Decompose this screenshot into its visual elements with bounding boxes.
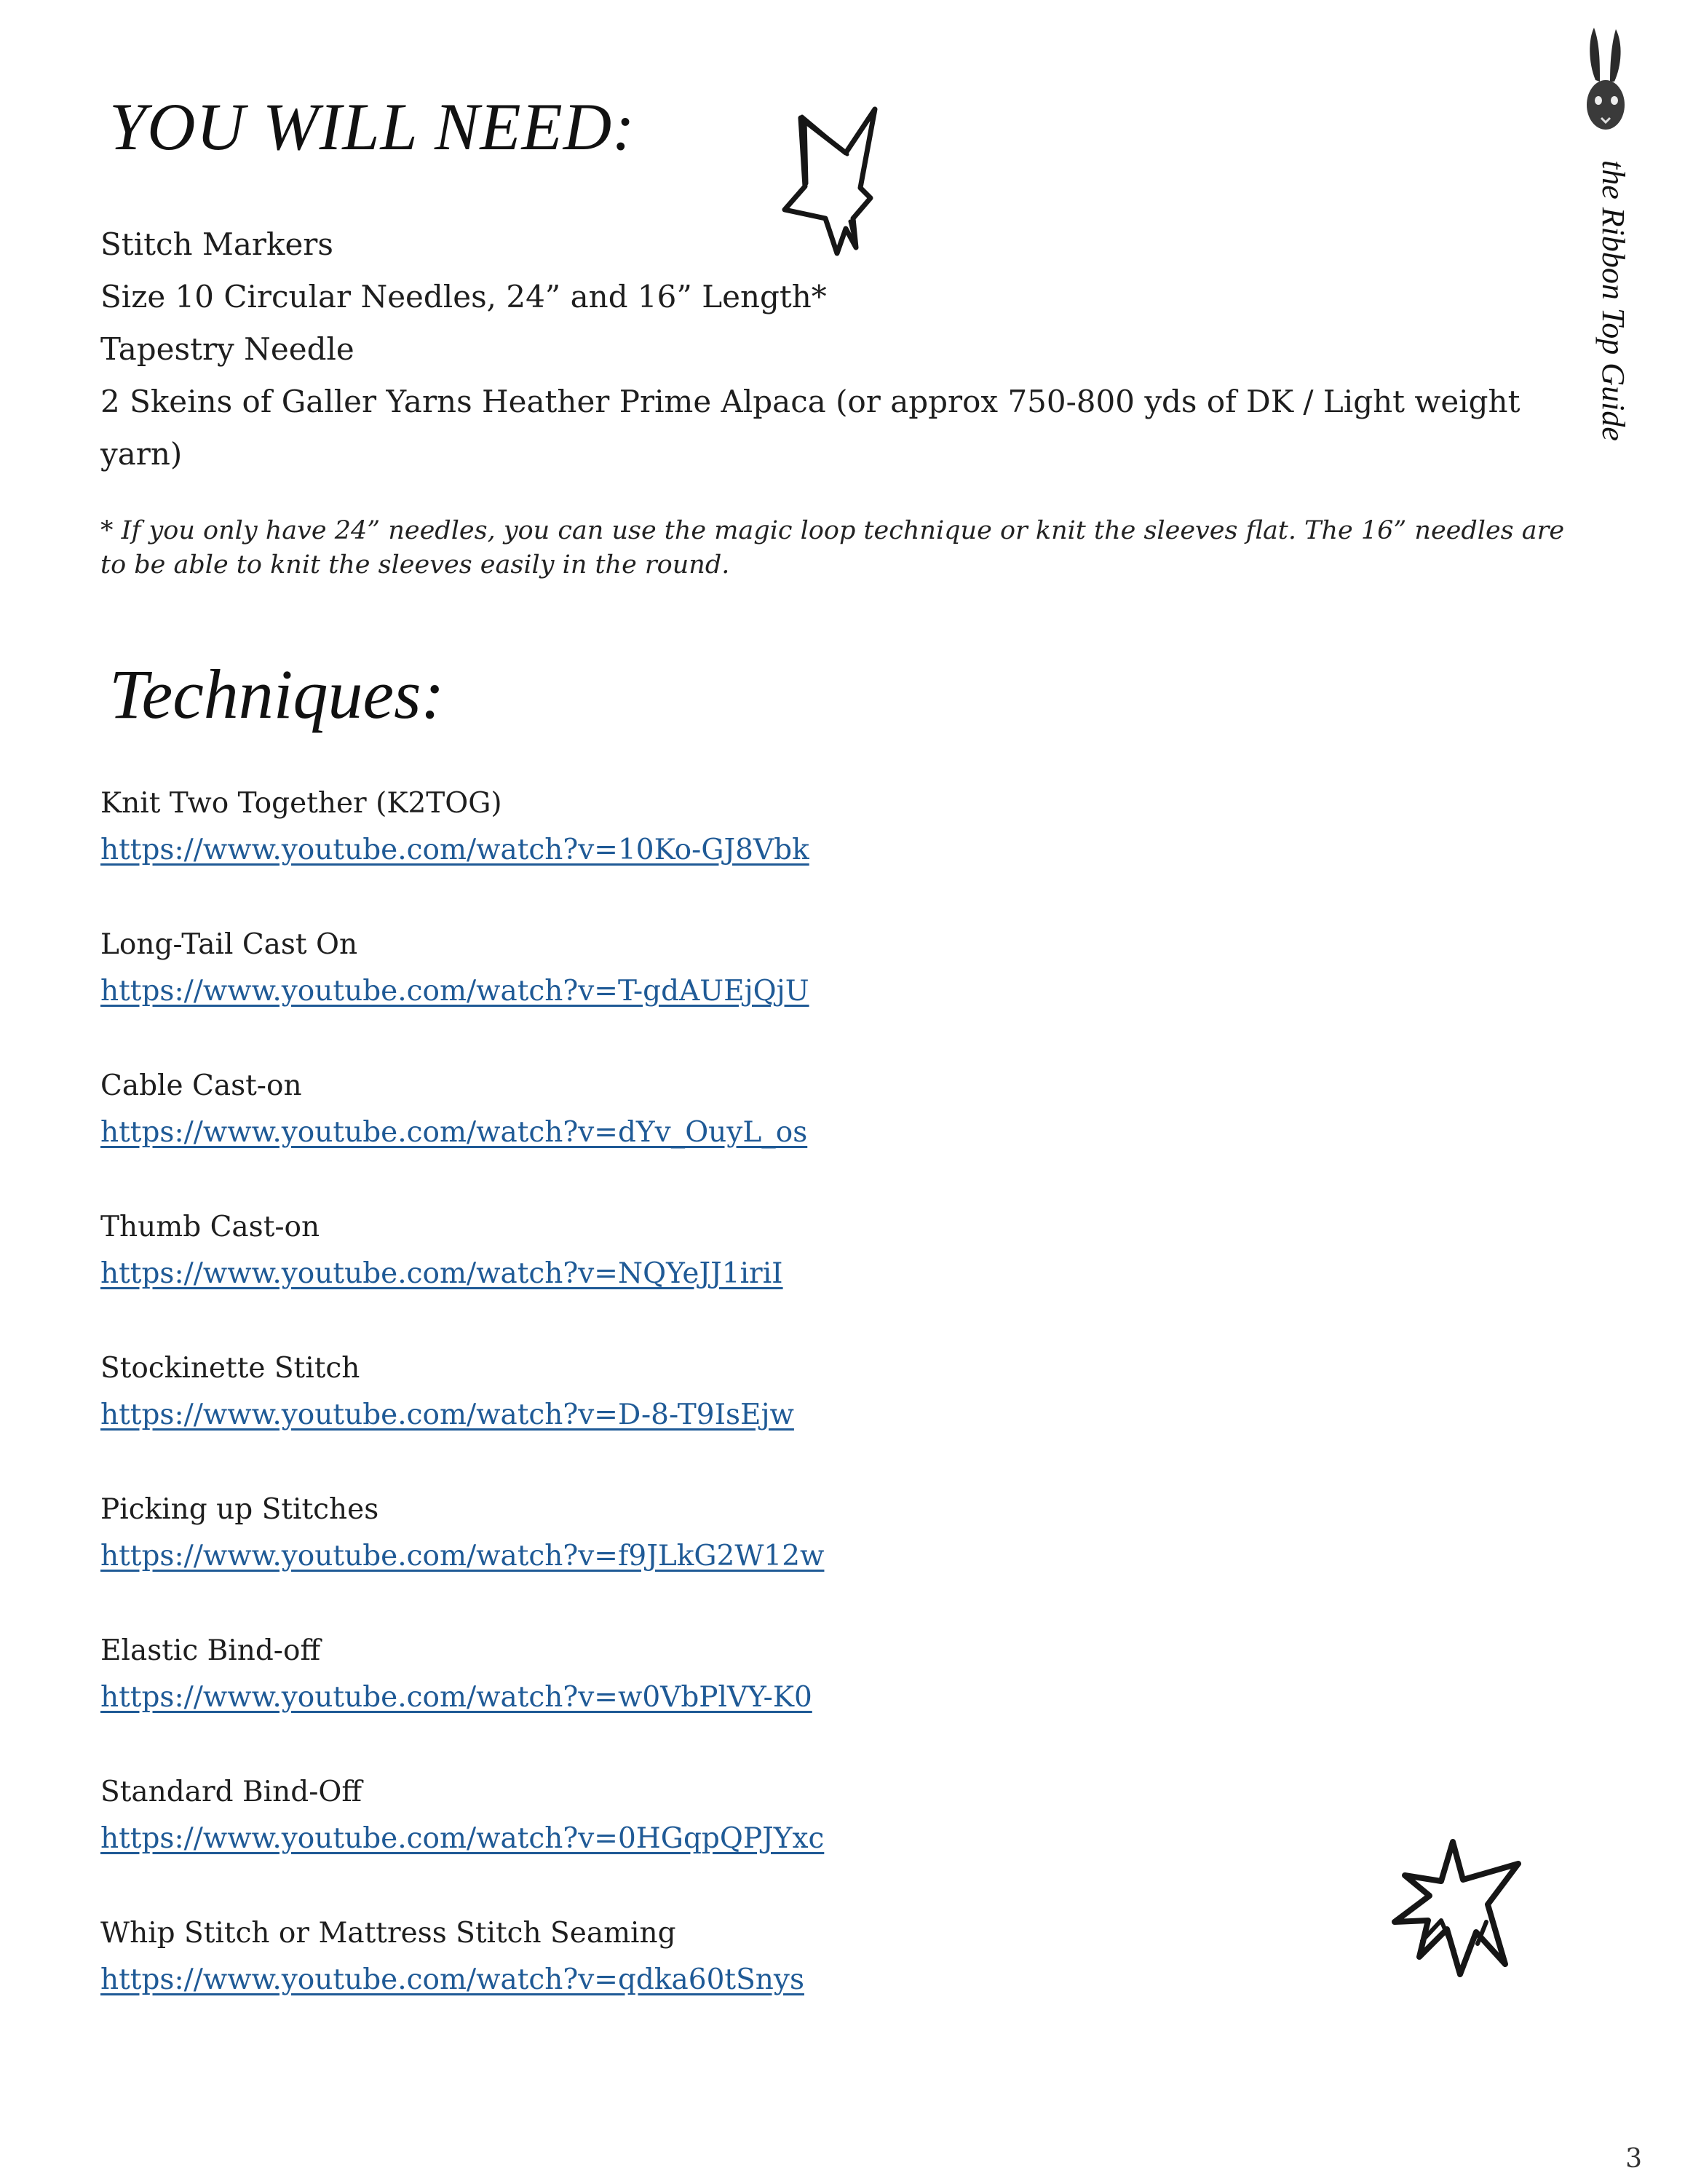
materials-list	[100, 218, 1556, 480]
heading-you-will-need: YOU WILL NEED:	[109, 90, 635, 164]
technique-name: Cable Cast-on	[100, 1069, 302, 1102]
technique-video-link[interactable]: https://www.youtube.com/watch?v=f9JLkG2W12w	[100, 1540, 825, 1572]
technique-video-link[interactable]: https://www.youtube.com/watch?v=w0VbPlVY-K0	[100, 1681, 812, 1714]
side-header	[1562, 0, 1693, 524]
technique-name: Picking up Stitches	[100, 1493, 379, 1526]
technique-video-link[interactable]: https://www.youtube.com/watch?v=qdka60tSnys	[100, 1963, 804, 1996]
heading-techniques: Techniques:	[109, 655, 445, 733]
technique-video-link[interactable]: https://www.youtube.com/watch?v=T-gdAUEjQjU	[100, 975, 809, 1008]
technique-video-link[interactable]: https://www.youtube.com/watch?v=D-8-T9IsEjw	[100, 1398, 794, 1431]
technique-name: Whip Stitch or Mattress Stitch Seaming	[100, 1917, 676, 1950]
technique-video-link[interactable]: https://www.youtube.com/watch?v=NQYeJJ1iriI	[100, 1257, 783, 1290]
guide-title: the Ribbon Top Guide	[1595, 160, 1631, 441]
technique-video-link[interactable]: https://www.youtube.com/watch?v=dYv_OuyL_os	[100, 1116, 808, 1149]
materials-item: Tapestry Needle	[100, 331, 354, 367]
technique-entry	[100, 1067, 1119, 1152]
technique-name: Elastic Bind-off	[100, 1634, 321, 1667]
materials-item: Size 10 Circular Needles, 24” and 16” Length*	[100, 279, 827, 314]
technique-name: Thumb Cast-on	[100, 1211, 320, 1243]
hand-drawn-burst-icon	[1390, 1835, 1529, 1980]
technique-entry	[100, 1773, 1119, 1858]
materials-item: 2 Skeins of Galler Yarns Heather Prime Alpaca (or approx 750-800 yds of DK / Light weight	[100, 384, 1520, 419]
technique-entry	[100, 1632, 1119, 1717]
technique-entry	[100, 1491, 1119, 1575]
technique-entry	[100, 785, 1119, 869]
page-number: 3	[1625, 2144, 1642, 2174]
technique-name: Stockinette Stitch	[100, 1352, 360, 1385]
needles-footnote: * If you only have 24” needles, you can use the magic loop technique or knit the sleeves flat. The 16” needles are to be able to knit the sleeves easily in the round.	[100, 516, 1565, 579]
technique-entry	[100, 1350, 1119, 1434]
technique-name: Standard Bind-Off	[100, 1776, 362, 1808]
technique-entry	[100, 1915, 1119, 1999]
technique-name: Long-Tail Cast On	[100, 928, 358, 961]
technique-video-link[interactable]: https://www.youtube.com/watch?v=0HGqpQPJYxc	[100, 1822, 825, 1855]
materials-item: yarn)	[100, 436, 183, 472]
technique-video-link[interactable]: https://www.youtube.com/watch?v=10Ko-GJ8Vbk	[100, 834, 809, 866]
hare-head-icon	[1578, 25, 1638, 134]
technique-name: Knit Two Together (K2TOG)	[100, 787, 502, 820]
technique-entry	[100, 1208, 1119, 1293]
materials-item: Stitch Markers	[100, 226, 333, 262]
technique-entry	[100, 926, 1119, 1010]
